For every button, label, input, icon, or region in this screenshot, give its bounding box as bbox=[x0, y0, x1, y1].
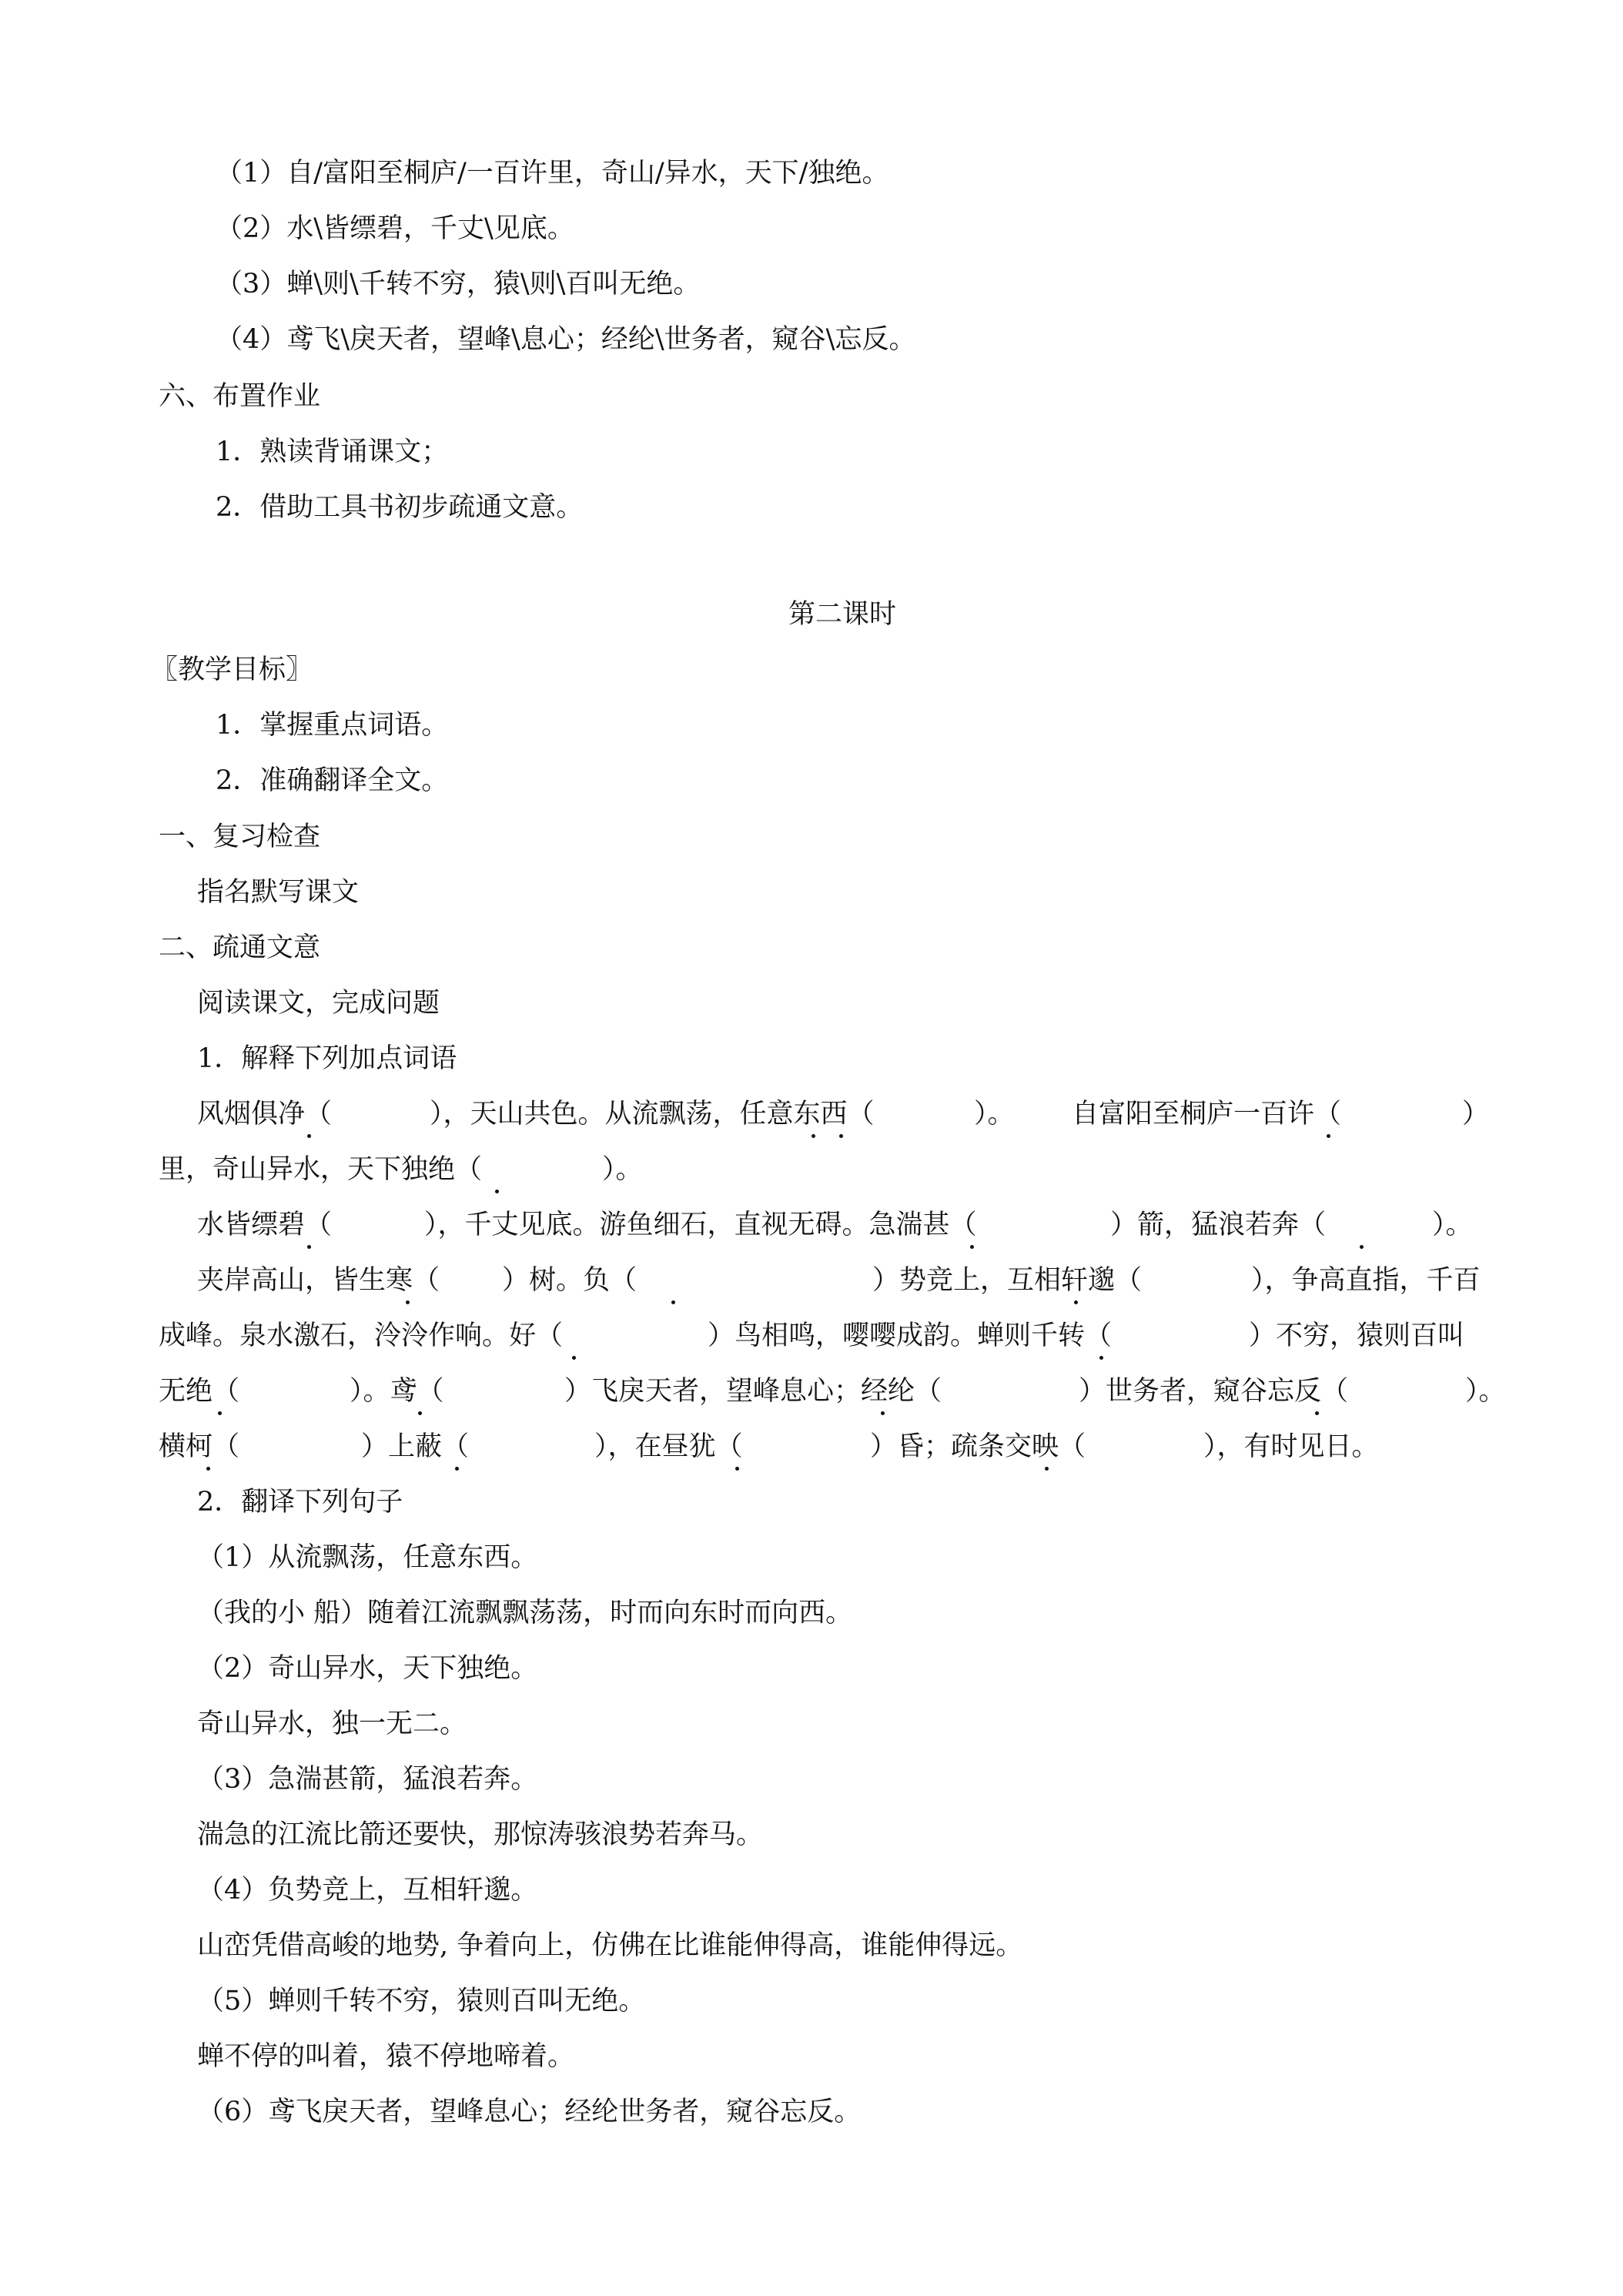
fill-text: ），在昼犹（ bbox=[594, 1431, 743, 1462]
fill-text: 无绝（ bbox=[159, 1376, 240, 1407]
fill-text: ）世务者，窥谷忘反（ bbox=[1079, 1376, 1349, 1407]
translation-line: （6）鸢飞戾天者，望峰息心；经纶世务者，窥谷忘反。 bbox=[197, 2097, 862, 2127]
fill-text: ）。 bbox=[602, 1154, 643, 1185]
translation-line: 蝉不停的叫着，猿不停地啼着。 bbox=[197, 2041, 575, 2072]
translation-line: 奇山异水，独一无二。 bbox=[197, 1709, 467, 1739]
emphasis-dot bbox=[1327, 1134, 1330, 1138]
emphasis-dot bbox=[406, 1300, 410, 1304]
fill-text: 横柯（ bbox=[159, 1431, 240, 1462]
translation-line: （3）急湍甚箭，猛浪若奔。 bbox=[197, 1764, 538, 1795]
emphasis-dot bbox=[839, 1134, 843, 1138]
emphasis-dot bbox=[1074, 1300, 1078, 1304]
emphasis-dot bbox=[812, 1134, 815, 1138]
fill-text: ）不穷，猿则百叫 bbox=[1249, 1320, 1465, 1351]
review-text: 指名默写课文 bbox=[197, 877, 360, 908]
fill-text: ），有时见日。 bbox=[1203, 1431, 1379, 1462]
translation-line: （5）蝉则千转不穷，猿则百叫无绝。 bbox=[197, 1986, 646, 2017]
emphasis-dot bbox=[307, 1134, 311, 1138]
meaning-heading: 二、疏通文意 bbox=[159, 932, 321, 963]
emphasis-dot bbox=[970, 1245, 974, 1249]
translation-line: 湍急的江流比箭还要快，那惊涛骇浪势若奔马。 bbox=[197, 1819, 764, 1850]
emphasis-dot bbox=[1099, 1356, 1103, 1360]
translation-line: （我的小 船）随着江流飘飘荡荡，时而向东时而向西。 bbox=[197, 1598, 853, 1628]
meaning-intro: 阅读课文，完成问题 bbox=[197, 988, 440, 1019]
review-heading: 一、复习检查 bbox=[159, 822, 321, 852]
objectives-heading: 〖教学目标〗 bbox=[151, 654, 313, 685]
fill-text: 风烟俱净（ bbox=[197, 1099, 333, 1130]
fill-text: ）。鸢（ bbox=[350, 1376, 444, 1407]
fill-text: 成峰。泉水激石，泠泠作响。好（ bbox=[159, 1320, 564, 1351]
pause-line-3: （3）蝉\则\千转不穷，猿\则\百叫无绝。 bbox=[216, 269, 701, 300]
emphasis-dot bbox=[881, 1411, 885, 1415]
emphasis-dot bbox=[735, 1467, 739, 1471]
homework-heading: 六、布置作业 bbox=[159, 381, 321, 412]
fill-text: ）。 bbox=[974, 1099, 1015, 1130]
fill-text: ）。 bbox=[1432, 1210, 1473, 1240]
emphasis-dot bbox=[1045, 1467, 1049, 1471]
emphasis-dot bbox=[418, 1411, 422, 1415]
fill-text: ）。 bbox=[1465, 1376, 1506, 1407]
fill-text: 里，奇山异水，天下独绝（ bbox=[159, 1154, 483, 1185]
lesson-title: 第二课时 bbox=[788, 599, 896, 630]
emphasis-dot bbox=[307, 1245, 311, 1249]
fill-text: ），天山共色。从流飘荡，任意东西（ bbox=[430, 1099, 875, 1130]
fill-text: ），千丈见底。游鱼细石，直视无碍。急湍甚（ bbox=[424, 1210, 977, 1240]
fill-text: ）箭，猛浪若奔（ bbox=[1110, 1210, 1327, 1240]
emphasis-dot bbox=[572, 1356, 576, 1360]
emphasis-dot bbox=[218, 1411, 222, 1415]
fill-text: 自富阳至桐庐一百许（ bbox=[1072, 1099, 1342, 1130]
fill-text: ） bbox=[1462, 1099, 1490, 1130]
translation-line: （4）负势竞上，互相轩邈。 bbox=[197, 1875, 538, 1906]
emphasis-dot bbox=[455, 1467, 459, 1471]
pause-line-4: （4）鸢飞\戾天者，望峰\息心；经纶\世务者，窥谷\忘反。 bbox=[216, 324, 916, 355]
fill-text: ）昏；疏条交映（ bbox=[870, 1431, 1086, 1462]
fill-text: ）势竞上，互相轩邈（ bbox=[872, 1265, 1143, 1296]
fill-text: ），争高直指，千百 bbox=[1251, 1265, 1481, 1296]
question-2-title: 2．翻译下列句子 bbox=[197, 1487, 403, 1518]
translation-line: 山峦凭借高峻的地势, 争着向上，仿佛在比谁能伸得高，谁能伸得远。 bbox=[197, 1930, 1023, 1961]
objective-item-1: 1．掌握重点词语。 bbox=[216, 710, 449, 741]
fill-text: ）飞戾天者，望峰息心；经纶（ bbox=[564, 1376, 942, 1407]
translation-line: （1）从流飘荡，任意东西。 bbox=[197, 1542, 538, 1573]
translation-line: （2）奇山异水，天下独绝。 bbox=[197, 1653, 538, 1684]
fill-text: ）树。负（ bbox=[502, 1265, 637, 1296]
emphasis-dot bbox=[206, 1467, 210, 1471]
emphasis-dot bbox=[1360, 1245, 1364, 1249]
pause-line-2: （2）水\皆缥碧，千丈\见底。 bbox=[216, 213, 574, 244]
fill-text: ）鸟相鸣，嘤嘤成韵。蝉则千转（ bbox=[708, 1320, 1113, 1351]
homework-item-2: 2．借助工具书初步疏通文意。 bbox=[216, 492, 584, 523]
fill-text: ）上蔽（ bbox=[361, 1431, 470, 1462]
pause-line-1: （1）自/富阳至桐庐/一百许里，奇山/异水，天下/独绝。 bbox=[216, 158, 889, 189]
objective-item-2: 2．准确翻译全文。 bbox=[216, 765, 449, 796]
emphasis-dot bbox=[671, 1300, 675, 1304]
question-1-title: 1．解释下列加点词语 bbox=[197, 1043, 457, 1074]
emphasis-dot bbox=[1315, 1411, 1319, 1415]
emphasis-dot bbox=[495, 1190, 499, 1193]
fill-text: 水皆缥碧（ bbox=[197, 1210, 333, 1240]
fill-text: 夹岸高山，皆生寒（ bbox=[197, 1265, 440, 1296]
homework-item-1: 1．熟读背诵课文； bbox=[216, 437, 449, 467]
